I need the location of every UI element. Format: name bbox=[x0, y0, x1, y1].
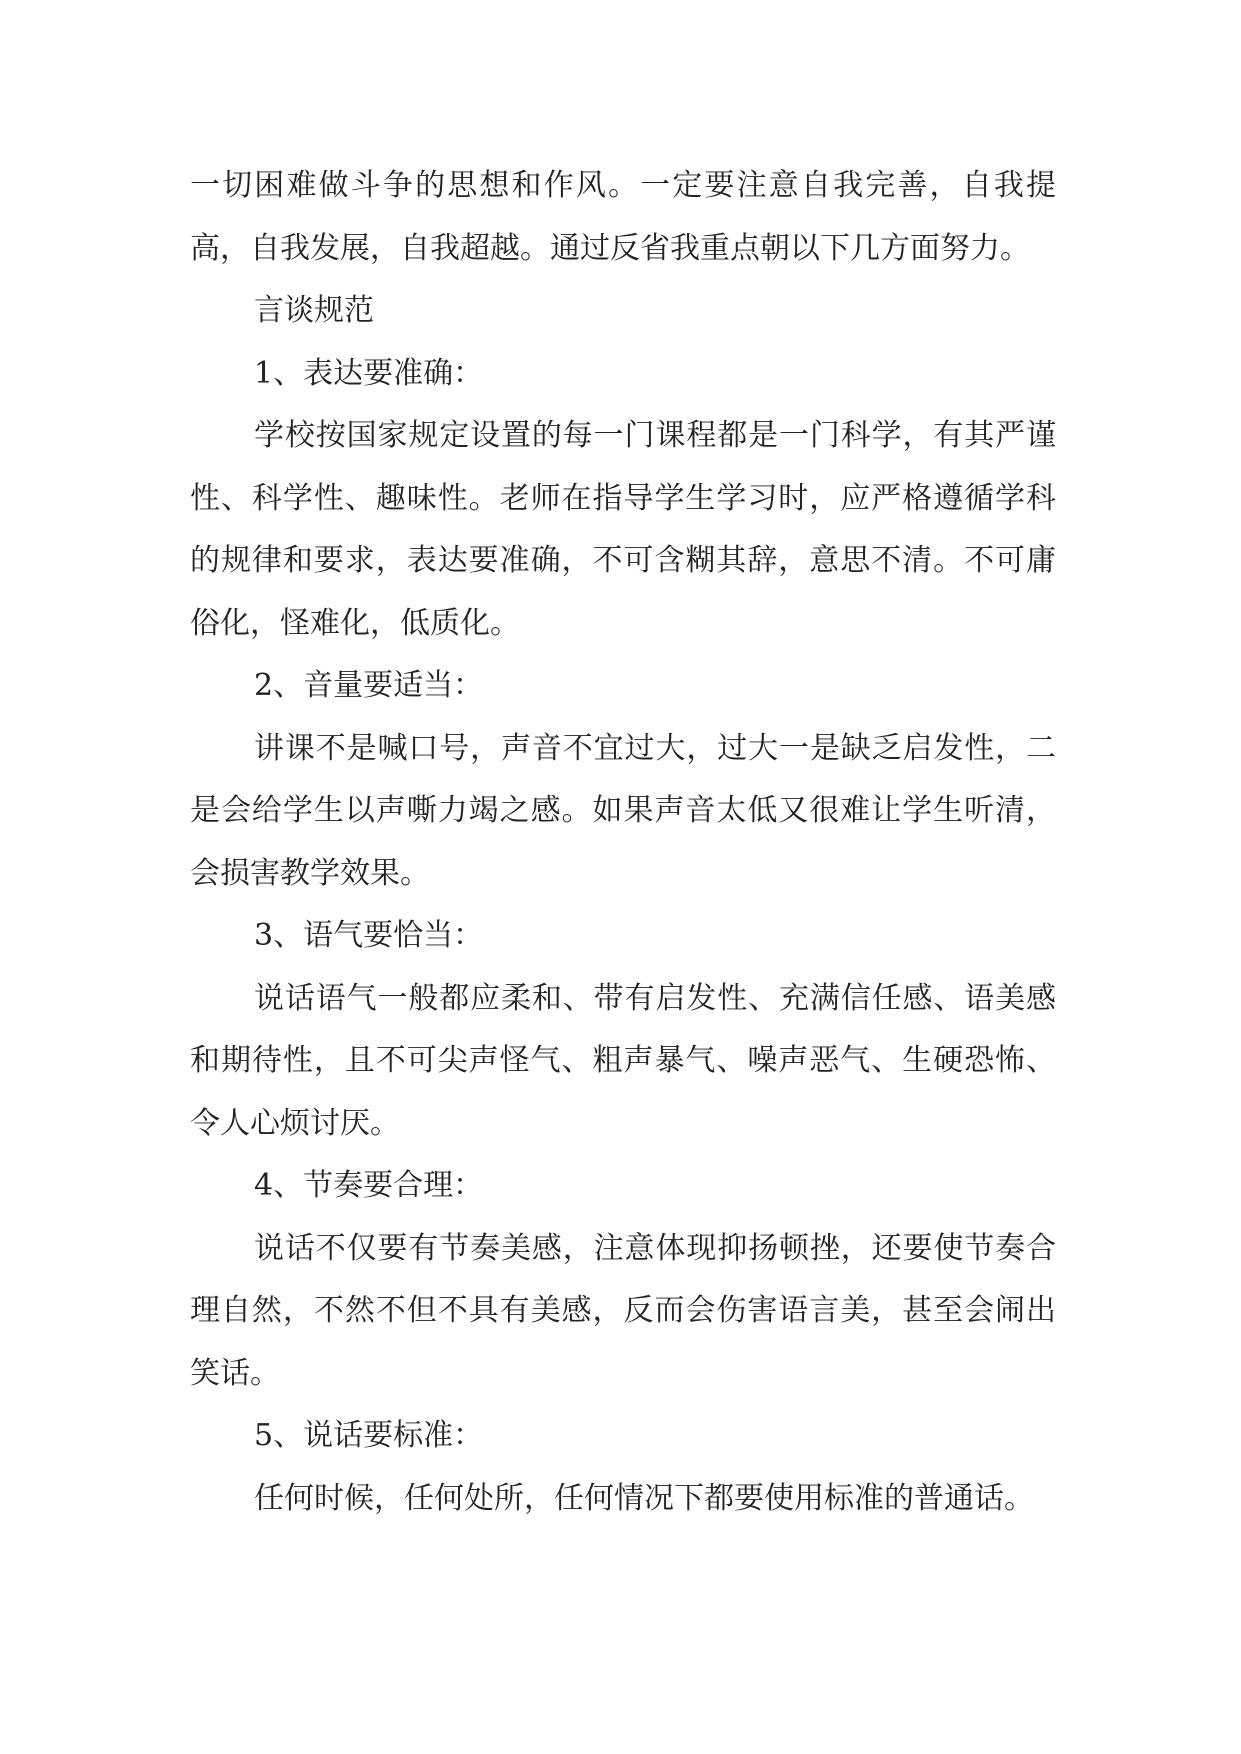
item-body-1: 学校按国家规定设置的每一门课程都是一门科学，有其严谨性、科学性、趣味性。老师在指导学生学习时，应严格遵循学科的规律和要求，表达要准确，不可含糊其辞，意思不清。不可庸俗化，怪难化，低质化。 bbox=[190, 418, 1056, 641]
item-body-5: 任何时候，任何处所，任何情况下都要使用标准的普通话。 bbox=[254, 1480, 1034, 1516]
paragraph-intro-continuation: 一切困难做斗争的思想和作风。一定要注意自我完善，自我提高，自我发展，自我超越。通过反省我重点朝以下几方面努力。 bbox=[190, 168, 1056, 266]
item-body-3: 说话语气一般都应柔和、带有启发性、充满信任感、语美感和期待性，且不可尖声怪气、粗声暴气、噪声恶气、生硬恐怖、令人心烦讨厌。 bbox=[190, 980, 1056, 1141]
item-heading-3: 3、语气要恰当： bbox=[254, 918, 484, 953]
document-body bbox=[190, 155, 1056, 1530]
item-body-4: 说话不仅要有节奏美感，注意体现抑扬顿挫，还要使节奏合理自然，不然不但不具有美感，反而会伤害语言美，甚至会闹出笑话。 bbox=[190, 1230, 1056, 1391]
item-heading-1: 1、表达要准确： bbox=[254, 355, 484, 391]
item-heading-5: 5、说话要标准： bbox=[254, 1418, 484, 1453]
item-heading-4: 4、节奏要合理： bbox=[254, 1168, 484, 1203]
item-body-2: 讲课不是喊口号，声音不宜过大，过大一是缺乏启发性，二是会给学生以声嘶力竭之感。如果声音太低又很难让学生听清，会损害教学效果。 bbox=[190, 730, 1056, 891]
section-heading: 言谈规范 bbox=[254, 293, 374, 328]
item-heading-2: 2、音量要适当： bbox=[254, 668, 484, 703]
